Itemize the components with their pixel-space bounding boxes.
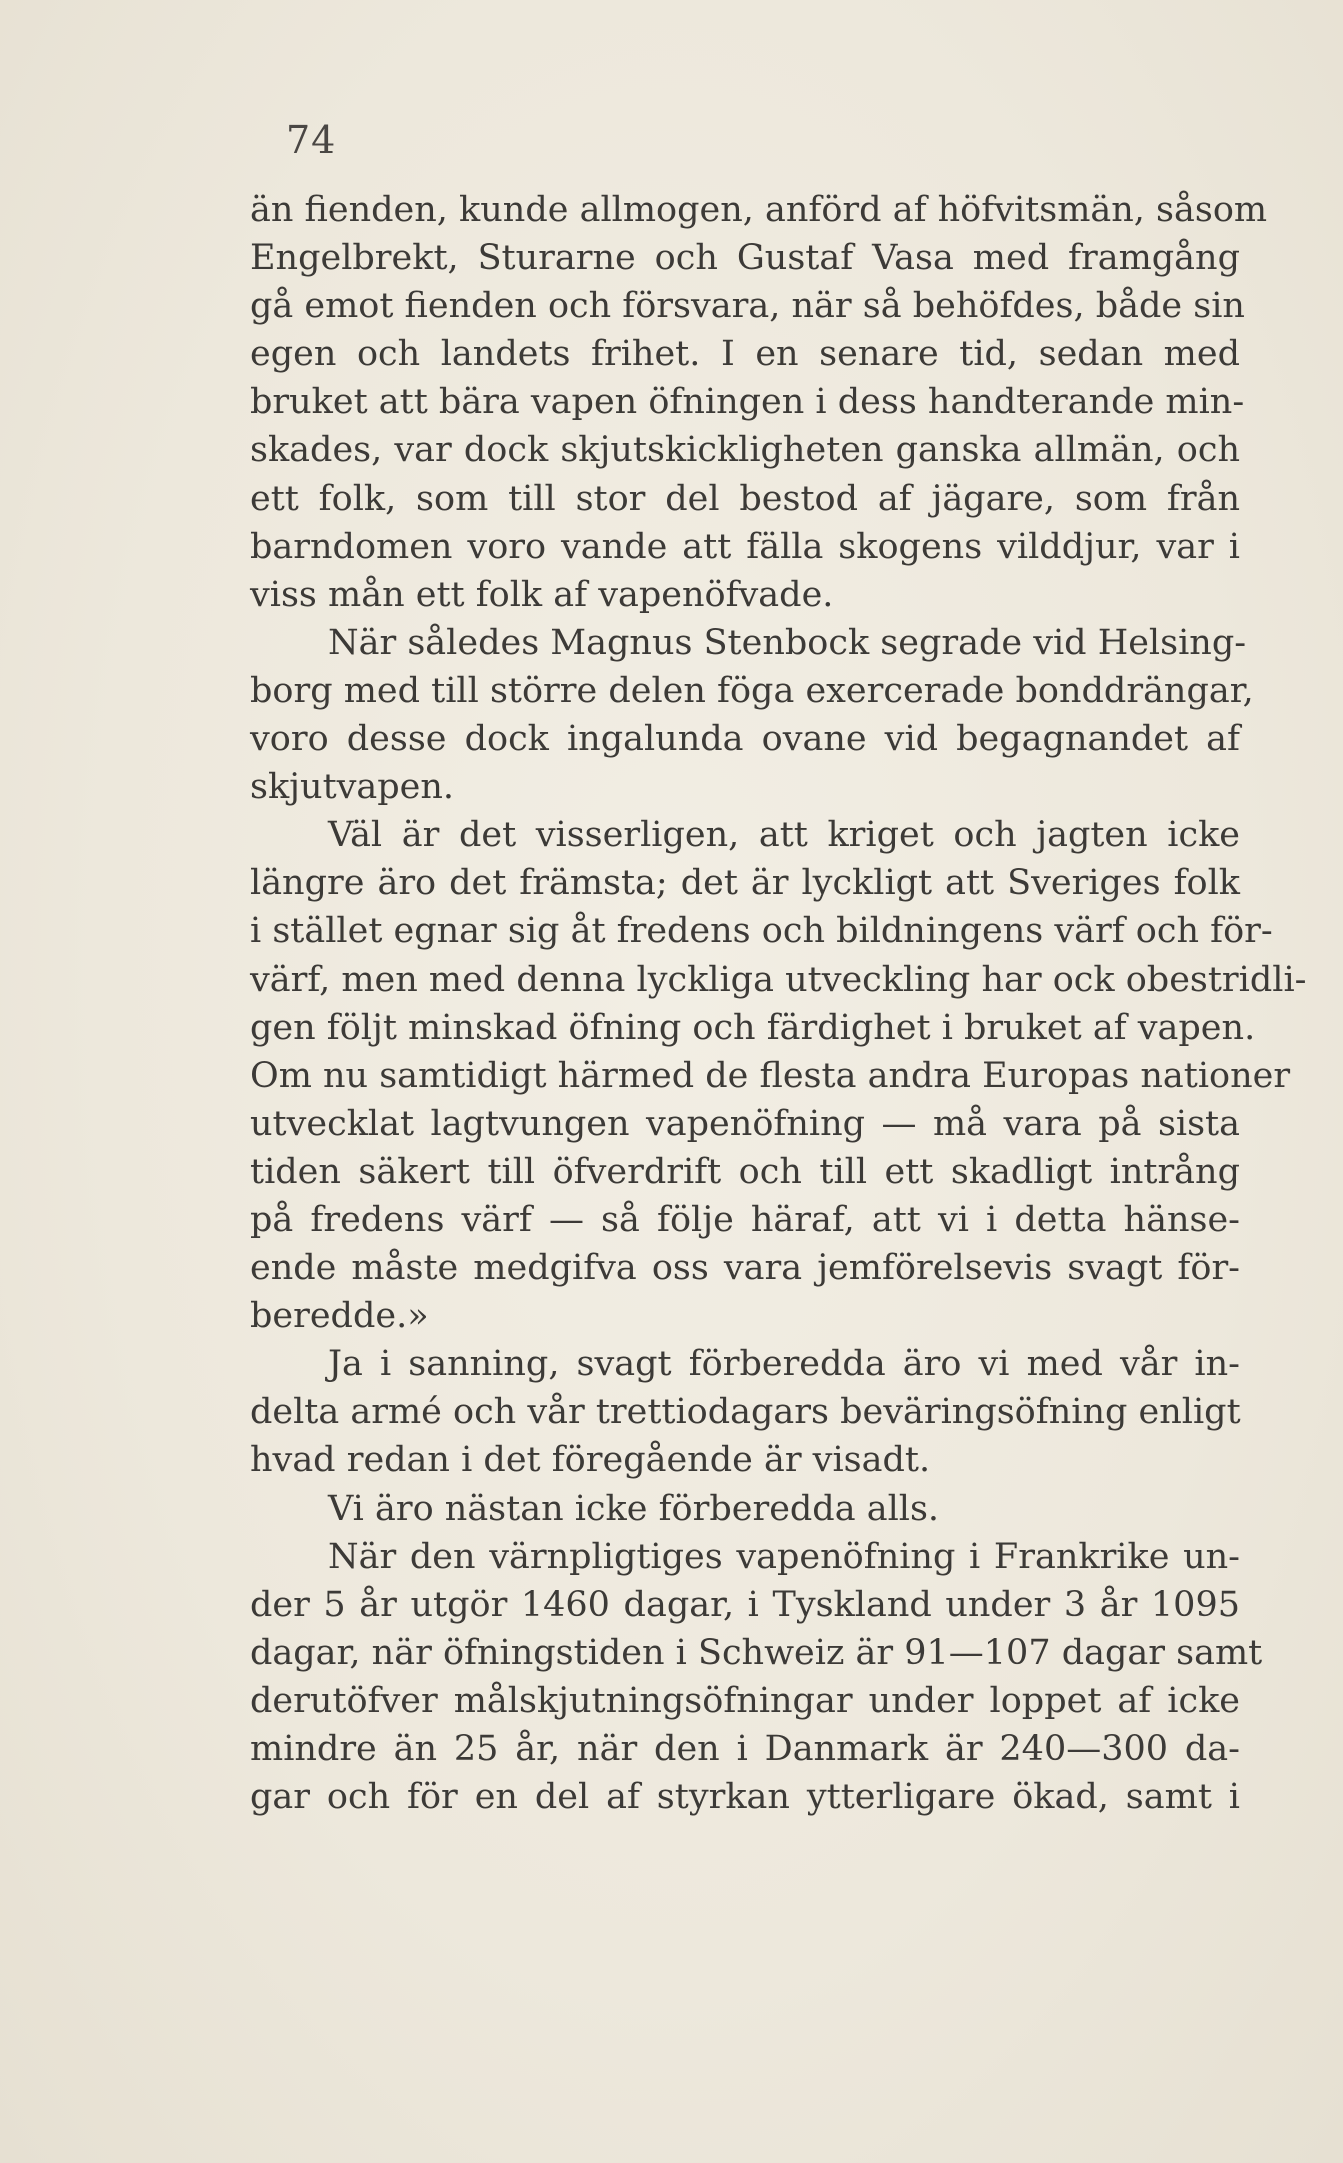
text-line: Ja i sanning, svagt förberedda äro vi med vår in- (328, 1344, 1240, 1385)
text-line: Vi äro nästan icke förberedda alls. (328, 1488, 940, 1529)
text-line: beredde.» (250, 1296, 429, 1337)
text-line: mindre än 25 år, när den i Danmark är 240—300 da- (250, 1729, 1240, 1769)
text-line: borg med till större delen föga exercerade bonddrängar, (250, 670, 1254, 711)
text-line: Väl är det visserligen, att kriget och jagten icke (328, 815, 1240, 856)
page-number: 74 (286, 118, 337, 162)
text-line: egen och landets frihet. I en senare tid, sedan med (250, 334, 1240, 375)
text-line: skades, var dock skjutskickligheten ganska allmän, och (250, 430, 1240, 471)
text-line: tiden säkert till öfverdrift och till ett skadligt intrång (250, 1151, 1240, 1192)
body-text (250, 186, 1307, 1821)
text-line: ende måste medgifva oss vara jemförelsevis svagt för- (250, 1248, 1240, 1289)
text-line: När således Magnus Stenbock segrade vid Helsing- (328, 622, 1247, 663)
text-line: der 5 år utgör 1460 dagar, i Tyskland under 3 år 1095 (250, 1584, 1240, 1625)
text-line: delta armé och vår trettiodagars beväringsöfning enligt (250, 1392, 1241, 1433)
text-line: gå emot fienden och försvara, när så behöfdes, både sin (250, 286, 1245, 327)
text-line: voro desse dock ingalunda ovane vid begagnandet af (250, 719, 1240, 760)
text-line: hvad redan i det föregående är visadt. (250, 1440, 931, 1481)
text-line: Om nu samtidigt härmed de flesta andra Europas nationer (250, 1055, 1291, 1096)
text-line: i stället egnar sig åt fredens och bildningens värf och för- (250, 911, 1273, 952)
text-line: bruket att bära vapen öfningen i dess handterande min- (250, 382, 1245, 423)
text-line: Engelbrekt, Sturarne och Gustaf Vasa med framgång (250, 238, 1240, 279)
text-line: viss mån ett folk af vapenöfvade. (250, 574, 834, 615)
text-line: ett folk, som till stor del bestod af jägare, som från (250, 478, 1240, 519)
text-line: på fredens värf — så följe häraf, att vi i detta hänse- (250, 1199, 1240, 1240)
text-line: längre äro det främsta; det är lyckligt att Sveriges folk (250, 863, 1240, 904)
text-line: barndomen voro vande att fälla skogens vilddjur, var i (250, 526, 1240, 567)
text-line: skjutvapen. (250, 767, 455, 808)
text-line: gen följt minskad öfning och färdighet i bruket af vapen. (250, 1007, 1256, 1048)
text-line: När den värnpligtiges vapenöfning i Frankrike un- (328, 1536, 1240, 1577)
text-line: värf, men med denna lyckliga utveckling har ock obestridli- (250, 959, 1307, 1000)
text-line: utvecklat lagtvungen vapenöfning — må vara på sista (250, 1103, 1240, 1144)
text-line: gar och för en del af styrkan ytterligare ökad, samt i (250, 1777, 1240, 1818)
text-line: än fienden, kunde allmogen, anförd af höfvitsmän, såsom (250, 190, 1268, 230)
text-line: dagar, när öfningstiden i Schweiz är 91—107 dagar samt (250, 1632, 1263, 1673)
text-line: derutöfver målskjutningsöfningar under loppet af icke (250, 1680, 1240, 1721)
